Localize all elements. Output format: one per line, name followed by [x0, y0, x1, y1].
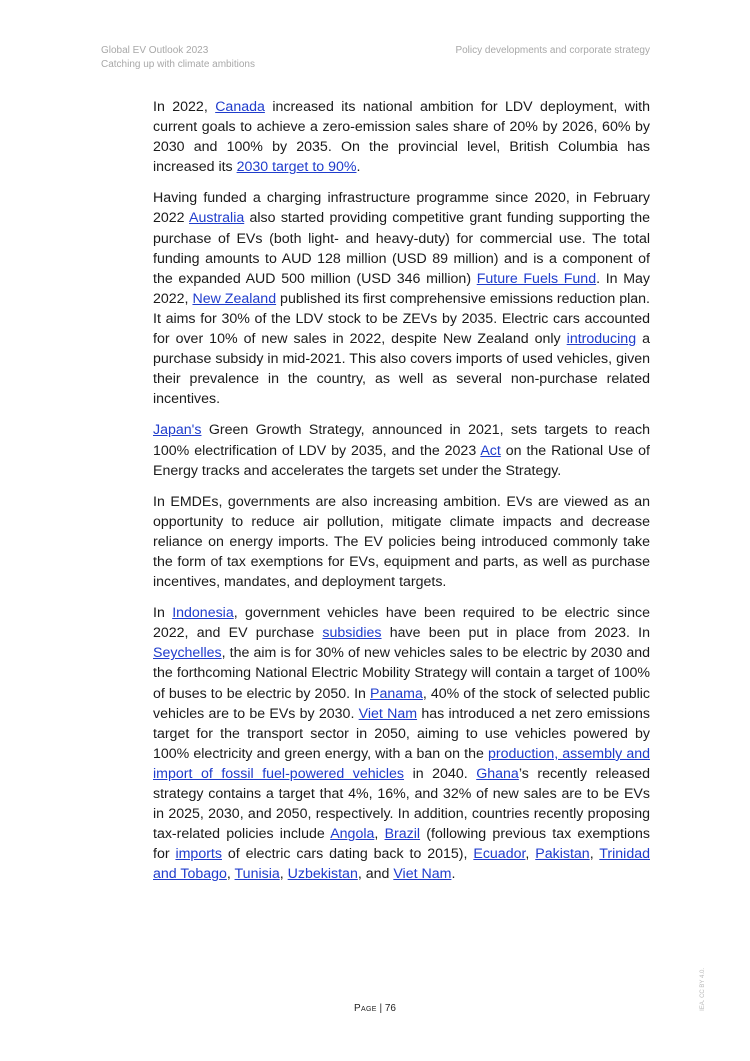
text-run: of electric cars dating back to 2015), [221, 846, 474, 863]
text-run: In 2022, [153, 99, 216, 115]
inline-link[interactable]: production, assembly and import of fossil fuel-powered vehicles [153, 745, 650, 782]
text-run: in 2040. [404, 765, 477, 782]
inline-link[interactable]: Uzbekistan [287, 866, 358, 883]
report-subtitle: Catching up with climate ambitions [101, 59, 255, 70]
text-run: also started providing competitive grant funding supporting the purchase of EVs (both light- and heavy-duty) for commercial use. The total funding amounts to AUD 128 million (USD 89 million) and is a component of the expanded AUD 500 million (USD 346 million) [153, 210, 650, 287]
page-footer [0, 1003, 750, 1014]
paragraph [153, 603, 650, 884]
text-run: . In May 2022, [153, 270, 651, 307]
text-run: have been put in place from 2023. In [381, 625, 650, 642]
running-header-left [101, 44, 255, 72]
text-run: , [589, 846, 600, 863]
inline-link[interactable]: Ghana [476, 765, 519, 782]
chapter-title: Policy developments and corporate strategy [455, 45, 650, 56]
text-run: , [226, 866, 235, 883]
body-text [153, 97, 650, 895]
inline-link[interactable]: Australia [189, 210, 245, 227]
text-run: In EMDEs, governments are also increasing ambition. EVs are viewed as an opportunity to reduce air pollution, mitigate climate impacts and decrease reliance on energy imports. The EV policies being introduced commonly take the form of tax exemptions for EVs, equipment and parts, as well as purchase incentives, mandates, and deployment targets. [153, 493, 650, 591]
inline-link[interactable]: 2030 target to 90% [236, 159, 357, 176]
text-run: has introduced a net zero emissions target for the transport sector in 2050, aiming to use vehicles powered by 100% electricity and green energy, with a ban on the [153, 705, 650, 762]
inline-link[interactable]: Viet Nam [393, 866, 452, 883]
text-run: , the aim is for 30% of new vehicles sales to be electric by 2030 and the forthcoming National Electric Mobility Strategy will contain a target of 100% of buses to be electric by 2050. In [153, 645, 650, 702]
page-number: 76 [384, 1003, 396, 1014]
text-run: Having funded a charging infrastructure programme since 2020, in February 2022 [153, 190, 650, 227]
license-note: IEA. CC BY 4.0. [700, 968, 706, 1011]
text-run: a purchase subsidy in mid-2021. This also covers imports of used vehicles, given their prevalence in the country, as well as several non-purchase related incentives. [153, 331, 650, 408]
running-header-right [455, 44, 650, 58]
text-run: on the Rational Use of Energy tracks and accelerates the targets set under the Strategy. [153, 442, 650, 479]
text-run: , government vehicles have been required to be electric since 2022, and EV purchase [153, 605, 650, 642]
text-run: increased its national ambition for LDV deployment, with current goals to achieve a zero-emission sales share of 20% by 2026, 60% by 2030 and 100% by 2035. On the provincial level, British Columbia has increased its [153, 99, 650, 176]
text-run: , [525, 846, 536, 863]
inline-link[interactable]: Act [480, 442, 501, 459]
text-run: , [279, 866, 288, 883]
text-run: . [451, 866, 456, 883]
report-title: Global EV Outlook 2023 [101, 45, 209, 56]
inline-link[interactable]: Brazil [384, 826, 421, 843]
page-label: Page [354, 1003, 377, 1014]
inline-link[interactable]: Tunisia [234, 866, 280, 883]
inline-link[interactable]: Pakistan [535, 846, 590, 863]
inline-link[interactable]: imports [175, 846, 222, 863]
text-run: , and [357, 866, 394, 883]
paragraph [153, 97, 650, 177]
inline-link[interactable]: Ecuador [473, 846, 526, 863]
inline-link[interactable]: subsidies [322, 625, 382, 642]
inline-link[interactable]: Angola [330, 826, 375, 843]
paragraph [153, 420, 650, 480]
text-run: , 40% of the stock of selected public vehicles are to be EVs by 2030. [153, 685, 650, 722]
inline-link[interactable]: Canada [215, 99, 265, 115]
paragraph [153, 188, 650, 409]
text-run: . [356, 159, 361, 176]
text-run: ’s recently released strategy contains a target that 4%, 16%, and 32% of new sales are to be EVs in 2025, 2030, and 2050, respectively. In addition, countries recently proposing tax-related policies include [153, 765, 651, 843]
text-run: , [374, 826, 385, 843]
inline-link[interactable]: introducing [566, 331, 637, 348]
inline-link[interactable]: Indonesia [172, 605, 234, 622]
inline-link[interactable]: Viet Nam [358, 705, 418, 722]
text-run: In [153, 605, 173, 622]
text-run: Green Growth Strategy, announced in 2021, sets targets to reach 100% electrification of LDV by 2035, and the 2023 [153, 422, 650, 459]
inline-link[interactable]: Trinidad and Tobago [153, 846, 650, 883]
paragraph [153, 492, 650, 592]
inline-link[interactable]: Future Fuels Fund [476, 270, 597, 287]
text-run: (following previous tax exemptions for [153, 826, 650, 863]
text-run: published its first comprehensive emissions reduction plan. It aims for 30% of the LDV stock to be ZEVs by 2035. Electric cars accounted for over 10% of new sales in 2022, despite New Zealand only [153, 290, 650, 348]
inline-link[interactable]: New Zealand [192, 290, 277, 307]
page-separator: | [376, 1003, 385, 1014]
inline-link[interactable]: Japan's [153, 422, 202, 439]
inline-link[interactable]: Seychelles [153, 645, 222, 662]
inline-link[interactable]: Panama [370, 685, 423, 702]
